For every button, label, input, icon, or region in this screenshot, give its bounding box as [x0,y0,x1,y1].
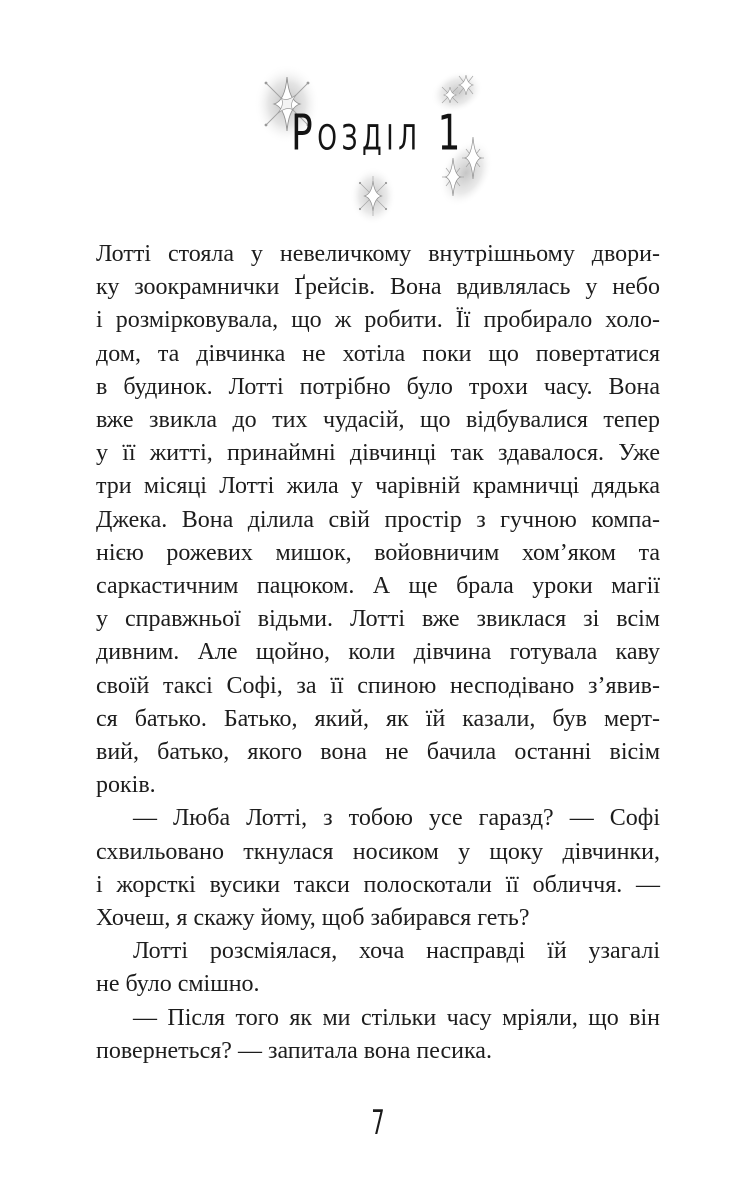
paragraph [96,1002,660,1068]
text-line: три місяці Лотті жила у чарівній крамничці дядька [96,473,660,500]
text-line: саркастичним пацюком. А ще брала уроки магії [96,573,660,600]
text-line: повернеться? — запитала вона песика. [96,1037,492,1064]
text-line: в будинок. Лотті потрібно було трохи часу. Вона [96,373,660,400]
text-line: дивним. Але щойно, коли дівчина готувала каву [96,639,660,666]
body-text [96,238,660,1068]
text-line: у справжньої відьми. Лотті вже звиклася зі всім [96,606,660,633]
paragraph [96,238,660,802]
text-line: і розмірковувала, що ж робити. Її пробирало холо- [96,307,660,334]
text-line: Лотті розсміялася, хоча насправді їй узагалі [133,938,660,965]
text-line: і жорсткі вусики такси полоскотали її обличчя. — [96,871,660,898]
text-line: Хочеш, я скажу йому, щоб забирався геть? [96,905,530,932]
text-line: Джека. Вона ділила свій простір з гучною компа- [96,506,660,533]
text-line: вий, батько, якого вона не бачила останні вісім [96,739,660,766]
text-line: нією рожевих мишок, войовничим хом’яком та [96,539,660,566]
paragraph [96,802,660,935]
text-line: не було смішно. [96,971,260,998]
text-line: років. [96,772,156,799]
paragraph [96,935,660,1001]
text-line: у її житті, принаймні дівчинці так здавалося. Уже [96,440,660,467]
text-line: Лотті стояла у невеличкому внутрішньому двори- [96,241,660,267]
text-line: вже звикла до тих чудасій, що відбувалися тепер [96,407,660,434]
text-line: схвильовано ткнулася носиком у щоку дівчинки, [96,838,660,865]
text-line: ку зоокрамнички Ґрейсів. Вона вдивлялась у небо [96,274,660,301]
chapter-title: Розділ 1 [291,104,465,163]
text-line: — Люба Лотті, з тобою усе гаразд? — Софі [133,805,660,832]
text-line: своїй таксі Софі, за її спиною несподівано з’явив- [96,672,660,699]
text-line: — Після того як ми стільки часу мріяли, що він [133,1004,660,1031]
single-sparkle-icon [347,164,399,228]
page-number: 7 [371,1103,385,1143]
text-line: ся батько. Батько, який, як їй казали, був мерт- [96,705,660,732]
text-line: дом, та дівчинка не хотіла поки що повертатися [96,340,660,367]
